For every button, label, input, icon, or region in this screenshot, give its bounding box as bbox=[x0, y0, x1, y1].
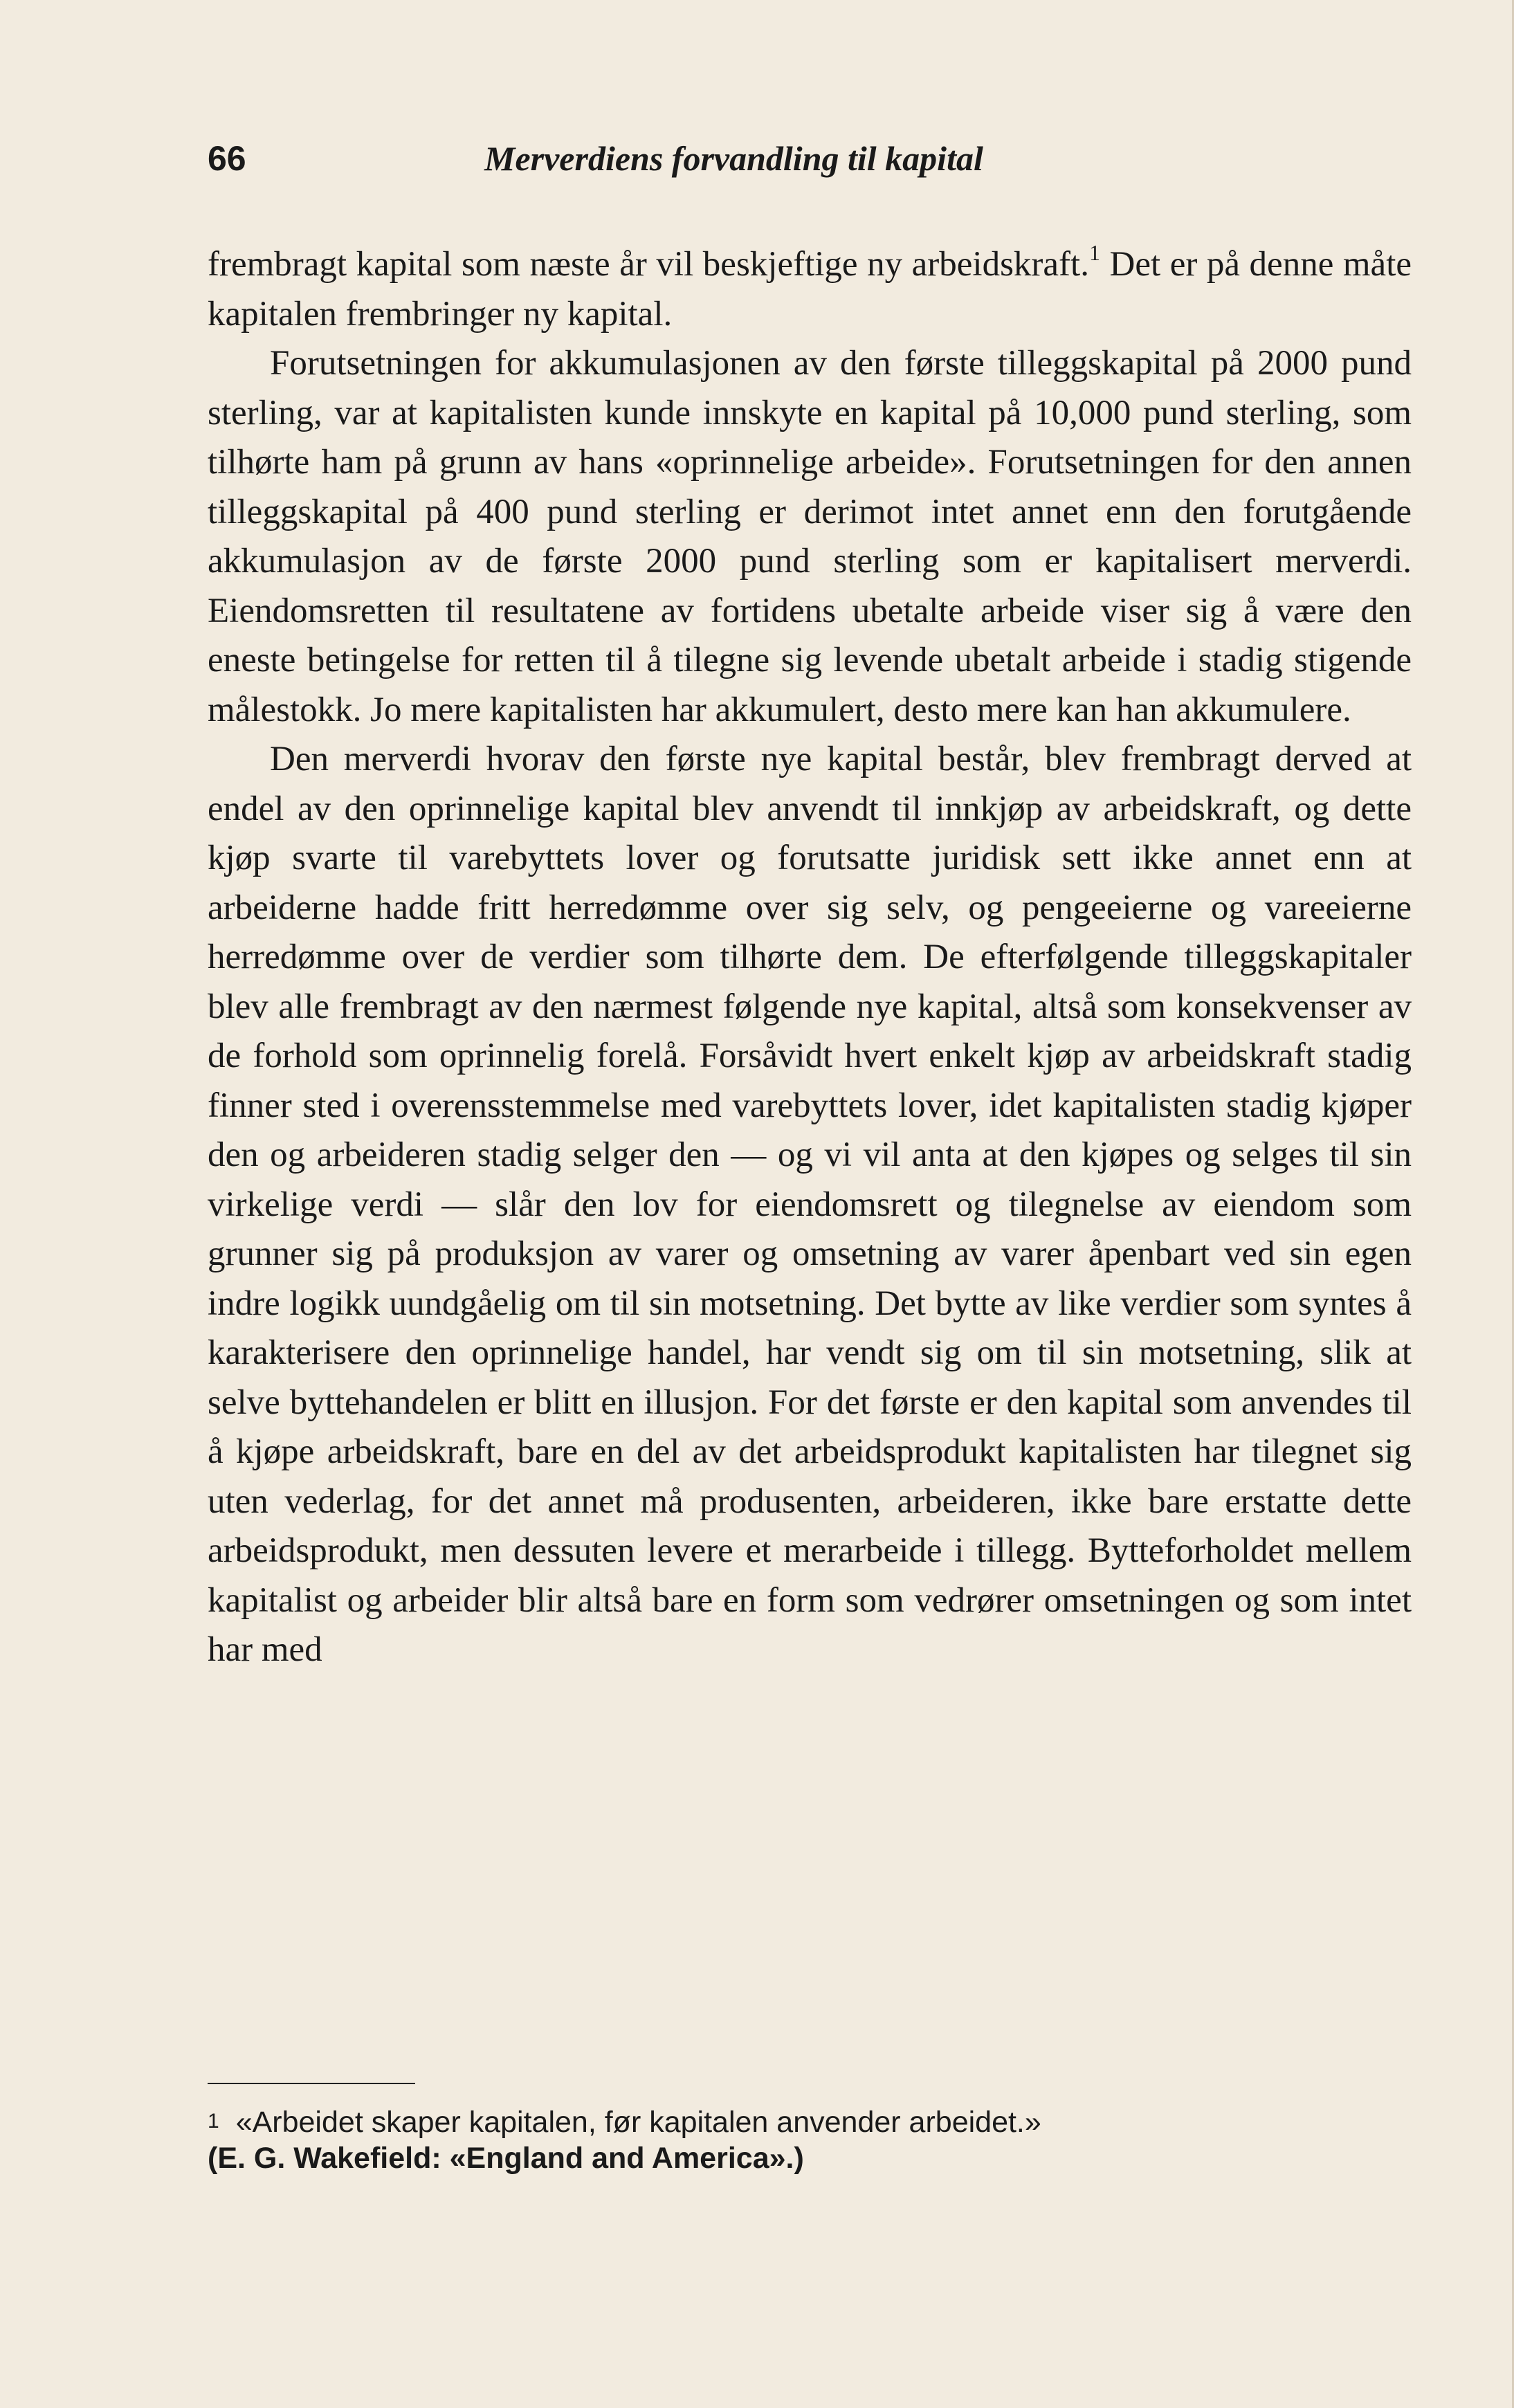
footnote-source: (E. G. Wakefield: «England and America».) bbox=[208, 2142, 804, 2175]
page-number: 66 bbox=[208, 139, 246, 178]
footnote-line-1: «Arbeidet skaper kapitalen, før kapitalen anvender arbeidet.» bbox=[235, 2106, 1041, 2139]
footnote-marker: 1 bbox=[208, 2110, 219, 2133]
paragraph-1 bbox=[208, 228, 1412, 339]
running-title: Merverdiens forvandling til kapital bbox=[484, 139, 983, 178]
paragraph-3: Den merverdi hvorav den første nye kapital består, blev frembragt derved at endel av den oprinnelige kapital blev anvendt til innkjøp av arbeidskraft, og dette kjøp svarte til varebyttets lover og forutsatte juridisk sett ikke annet enn at arbeiderne hadde fritt herredømme over sig selv, og pengeeierne og vareeierne herredømme over de verdier som tilhørte dem. De efterfølgende tilleggskapitaler blev alle frembragt av den nærmest følgende nye kapital, altså som konsekvenser av de forhold som oprinnelig forelå. Forsåvidt hvert enkelt kjøp av arbeidskraft stadig finner sted i overensstemmelse med varebyttets lover, idet kapitalisten stadig kjøper den og arbeideren stadig selger den — og vi vil anta at den kjøpes og selges til sin virkelige verdi — slår den lov for eiendomsrett og tilegnelse av eiendom som grunner sig på produksjon av varer og omsetning av varer åpenbart ved sin egen indre logikk uundgåelig om til sin motsetning. Det bytte av like verdier som syntes å karakterisere den oprinnelige handel, har vendt sig om til sin motsetning, slik at selve byttehandelen er blitt en illusjon. For det første er den kapital som anvendes til å kjøpe arbeidskraft, bare en del av det arbeidsprodukt kapitalisten har tilegnet sig uten vederlag, for det annet må produsenten, arbeideren, ikke bare erstatte dette arbeidsprodukt, men dessuten levere et merarbeide i tillegg. Bytteforholdet mellem kapitalist og arbeider blir altså bare en form som vedrører omsetningen og som intet har med bbox=[208, 740, 1412, 1669]
paragraph-1-text: frembragt kapital som næste år vil beskjeftige ny arbeidskraft. bbox=[208, 245, 1089, 284]
footnote-reference: 1 bbox=[1088, 240, 1100, 265]
footnotes bbox=[208, 2083, 1412, 2176]
page-header bbox=[208, 138, 1412, 187]
footnote-rule bbox=[208, 2083, 415, 2084]
paragraph-1-tail: Det er på denne måte kapitalen frembringer ny kapital. bbox=[208, 245, 1412, 334]
body-text bbox=[208, 228, 1412, 1675]
footnote-1 bbox=[208, 2104, 1412, 2140]
paragraph-2: Forutsetningen for akkumulasjonen av den første tilleggskapital på 2000 pund sterling, var at kapitalisten kunde innskyte en kapital på 10,000 pund sterling, som tilhørte ham på grunn av hans «oprinnelige arbeide». Forutsetningen for den annen tilleggskapital på 400 pund sterling er derimot intet annet enn den forutgående akkumulasjon av de første 2000 pund sterling som er kapitalisert merverdi. Eiendomsretten til resultatene av fortidens ubetalte arbeide viser sig å være den eneste betingelse for retten til å tilegne sig levende ubetalt arbeide i stadig stigende målestokk. Jo mere kapitalisten har akkumulert, desto mere kan han akkumulere. bbox=[208, 344, 1412, 729]
